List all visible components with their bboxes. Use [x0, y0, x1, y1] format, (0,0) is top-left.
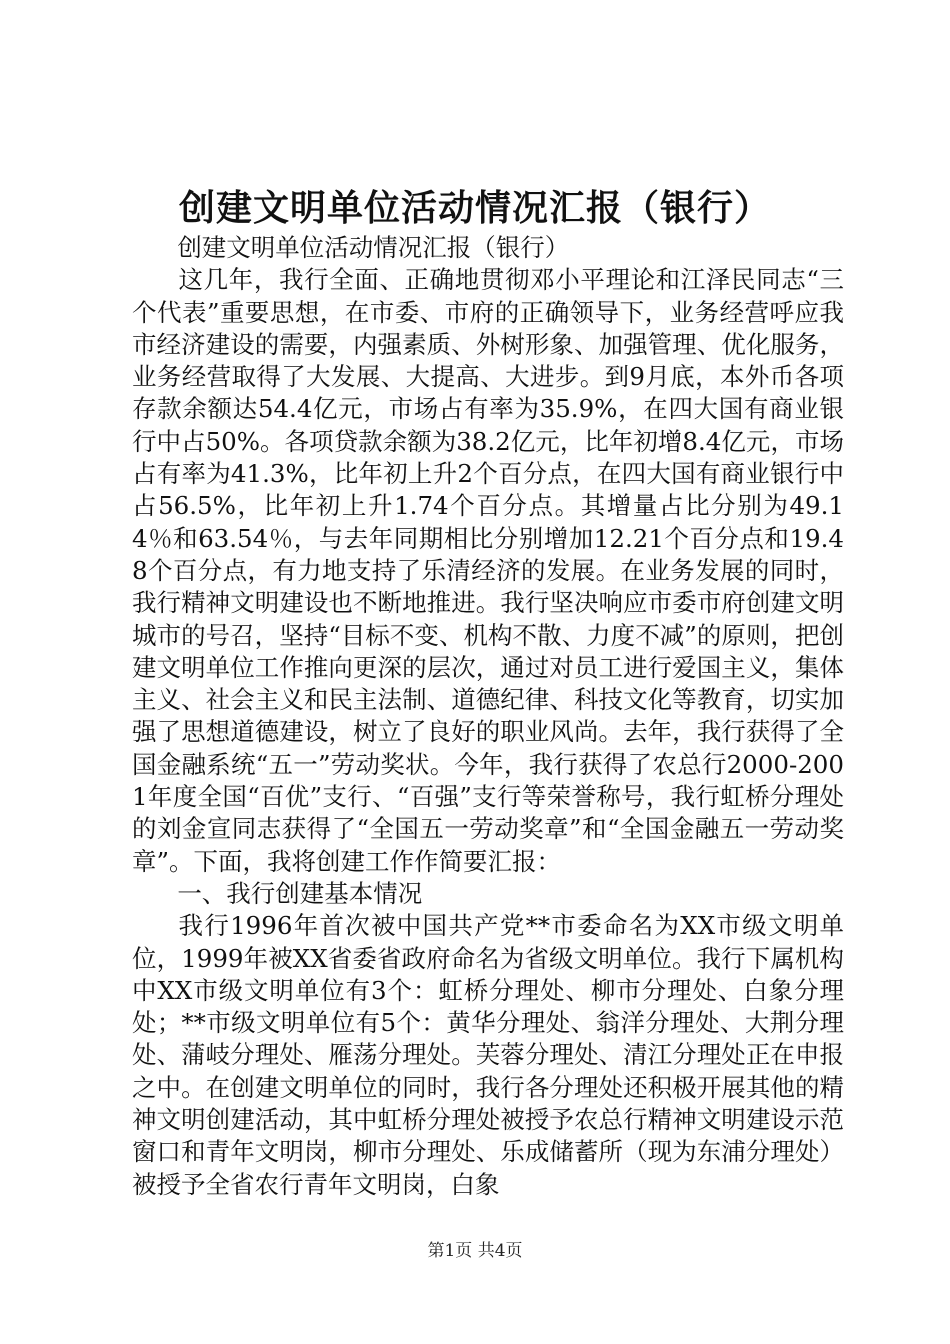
section-heading: 一、我行创建基本情况 — [177, 878, 423, 908]
document-body — [132, 232, 844, 1201]
paragraph-intro: 这几年，我行全面、正确地贯彻邓小平理论和江泽民同志“三个代表”重要思想，在市委、市府的正确领导下，业务经营呼应我市经济建设的需要，内强素质、外树形象、加强管理、优化服务，业务经营取得了大发展、大提高、大进步。到9月底，本外币各项存款余额达54.4亿元，市场占有率为35.9%，在四大国有商业银行中占50%。各项贷款余额为38.2亿元，比年初增8.4亿元，市场占有率为41.3%，比年初上升2个百分点，在四大国有商业银行中占56.5%，比年初上升1.74个百分点。其增量占比分别为49.14％和63.54％，与去年同期相比分别增加12.21个百分点和19.48个百分点，有力地支持了乐清经济的发展。在业务发展的同时，我行精神文明建设也不断地推进。我行坚决响应市委市府创建文明城市的号召，坚持“目标不变、机构不散、力度不减”的原则，把创建文明单位工作推向更深的层次，通过对员工进行爱国主义，集体主义、社会主义和民主法制、道德纪律、科技文化等教育，切实加强了思想道德建设，树立了良好的职业风尚。去年，我行获得了全国金融系统“五一”劳动奖状。今年，我行获得了农总行2000-2001年度全国“百优”支行、“百强”支行等荣誉称号，我行虹桥分理处的刘金宣同志获得了“全国五一劳动奖章”和“全国金融五一劳动奖章”。下面，我将创建工作作简要汇报： — [132, 265, 844, 876]
paragraph-basic-situation: 我行1996年首次被中国共产党**市委命名为XX市级文明单位，1999年被XX省委省政府命名为省级文明单位。我行下属机构中XX市级文明单位有3个：虹桥分理处、柳市分理处、白象分理处；**市级文明单位有5个：黄华分理处、翁洋分理处、大荆分理处、蒲岐分理处、雁荡分理处。芙蓉分理处、清江分理处正在申报之中。在创建文明单位的同时，我行各分理处还积极开展其他的精神文明创建活动，其中虹桥分理处被授予农总行精神文明建设示范窗口和青年文明岗，柳市分理处、乐成储蓄所（现为东浦分理处）被授予全省农行青年文明岗，白象 — [132, 911, 844, 1199]
document-title: 创建文明单位活动情况汇报（银行） — [178, 187, 771, 229]
page-footer: 第1页 共4页 — [427, 1241, 523, 1261]
document-subtitle: 创建文明单位活动情况汇报（银行） — [177, 233, 570, 262]
